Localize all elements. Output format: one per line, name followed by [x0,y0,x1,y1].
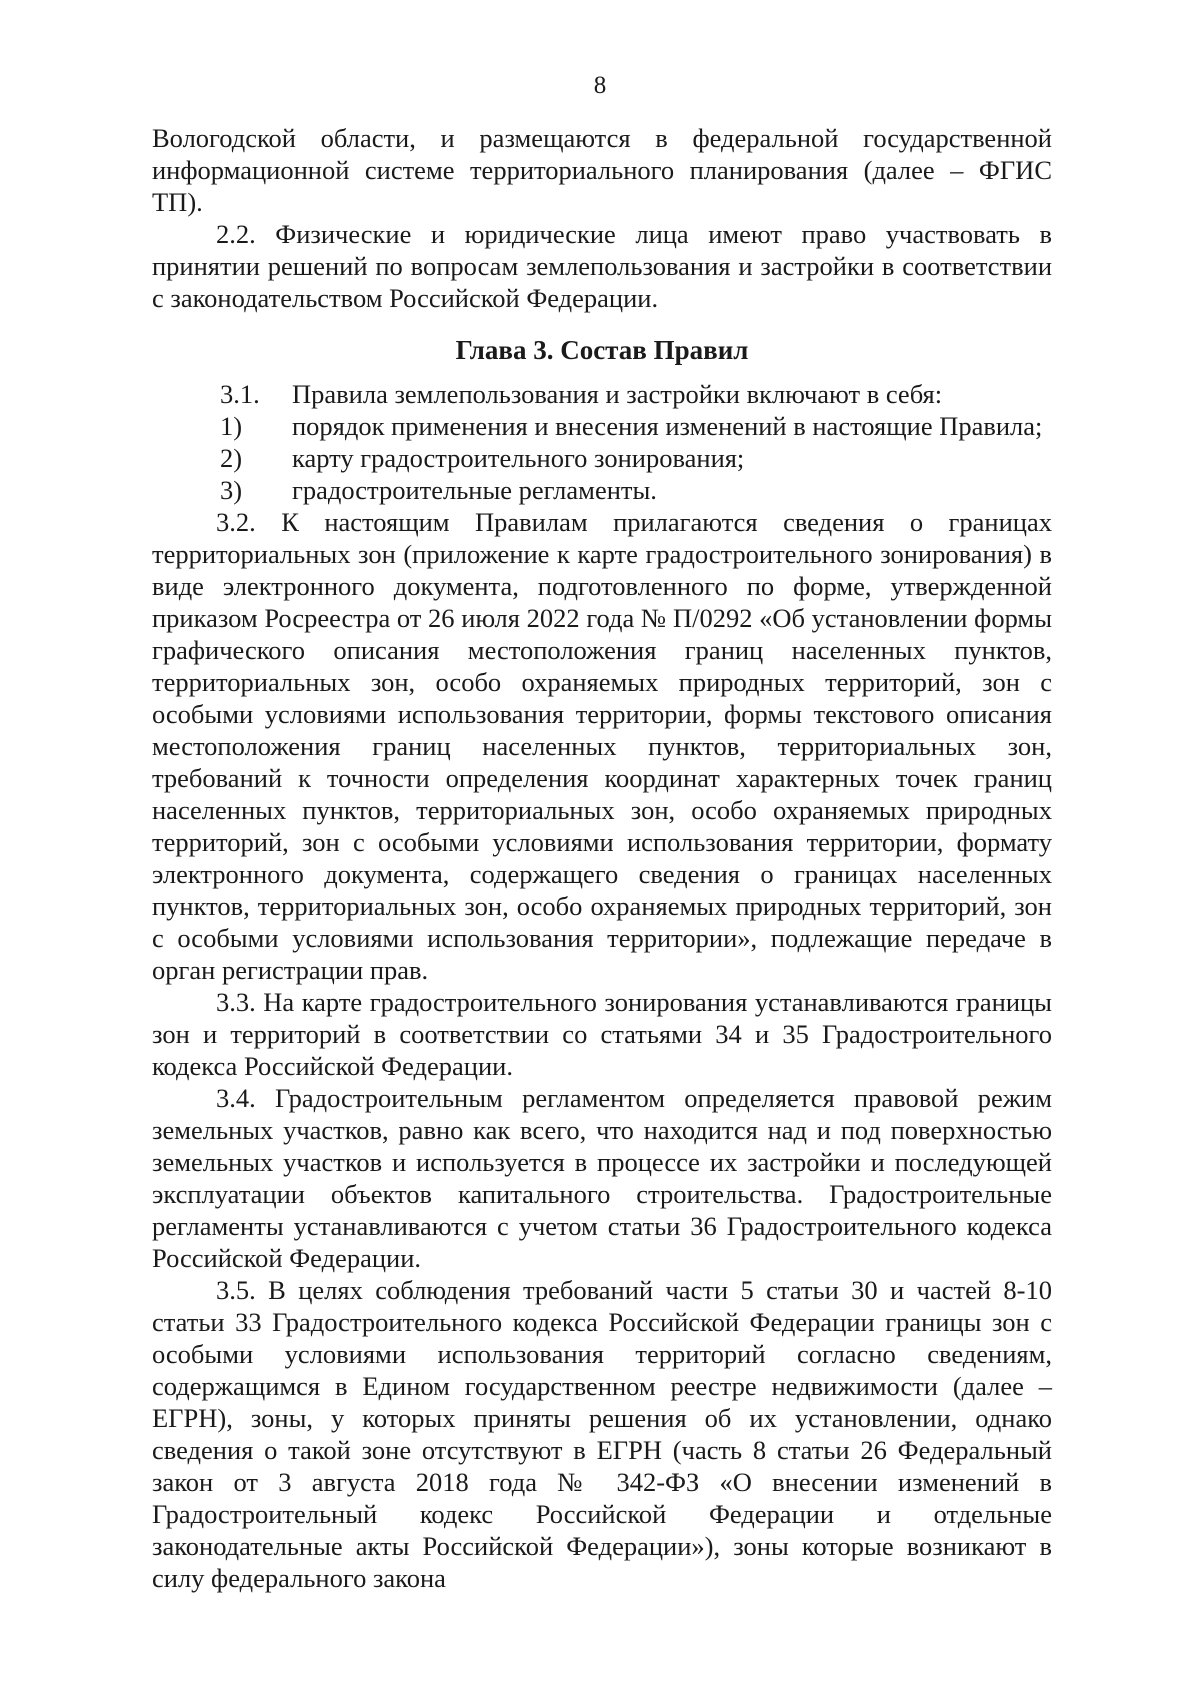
list-item-number: 3) [220,475,243,505]
list-item-number: 1) [220,411,243,441]
paragraph-3-3: 3.3. На карте градостроительного зонирования устанавливаются границы зон и территорий в соответствии со статьями 34 и 35 Градостроительного кодекса Российской Федерации. [152,987,1052,1081]
paragraph-3-2: 3.2. К настоящим Правилам прилагаются сведения о границах территориальных зон (приложение к карте градостроительного зонирования) в виде электронного документа, подготовленного по форме, утвержденной приказом Росреестра от 26 июля 2022 года № П/0292 «Об установлении формы графического описания местоположения границ населенных пунктов, территориальных зон, особо охраняемых природных территорий, зон с особыми условиями использования территории, формы текстового описания местоположения границ населенных пунктов, территориальных зон, требований к точности определения координат характерных точек границ населенных пунктов, территориальных зон, особо охраняемых природных территорий, зон с особыми условиями использования территории, формату электронного документа, содержащего сведения о границах населенных пунктов, территориальных зон, особо охраняемых природных территорий, зон с особыми условиями использования территории», подлежащие передаче в орган регистрации прав. [152,507,1052,985]
paragraph-text: Правила землепользования и застройки включают в себя: [292,379,943,409]
page-number: 8 [593,72,607,99]
paragraph-3-5: 3.5. В целях соблюдения требований части 5 статьи 30 и частей 8-10 статьи 33 Градостроительного кодекса Российской Федерации границы зон с особыми условиями использования территорий согласно сведениям, содержащимся в Едином государственном реестре недвижимости (далее – ЕГРН), зоны, у которых приняты решения об их установлении, однако сведения о такой зоне отсутствуют в ЕГРН (часть 8 статьи 26 Федеральный закон от 3 августа 2018 года № 342-ФЗ «О внесении изменений в Градостроительный кодекс Российской Федерации и отдельные законодательные акты Российской Федерации»), зоны которые возникают в силу федерального закона [152,1275,1052,1593]
paragraph-3-4: 3.4. Градостроительным регламентом определяется правовой режим земельных участков, равно как всего, что находится над и под поверхностью земельных участков и используется в процессе их застройки и последующей эксплуатации объектов капитального строительства. Градостроительные регламенты устанавливаются с учетом статьи 36 Градостроительного кодекса Российской Федерации. [152,1083,1052,1273]
list-item-text: порядок применения и внесения изменений в настоящие Правила; [292,411,1043,441]
list-item-text: карту градостроительного зонирования; [292,443,745,473]
list-item-number: 2) [220,443,243,473]
paragraph-3-1 [152,378,1052,410]
list-item [152,442,1052,474]
document-body [152,122,1052,1594]
list-item [152,410,1052,442]
list-item-text: градостроительные регламенты. [292,475,657,505]
list-item [152,474,1052,506]
paragraph-number: 3.1. [220,379,260,409]
chapter-title: Глава 3. Состав Правил [455,335,749,365]
paragraph-continuation: Вологодской области, и размещаются в федеральной государственной информационной системе территориального планирования (далее – ФГИС ТП). [152,123,1052,217]
paragraph-2-2: 2.2. Физические и юридические лица имеют право участвовать в принятии решений по вопросам землепользования и застройки в соответствии с законодательством Российской Федерации. [152,219,1052,313]
